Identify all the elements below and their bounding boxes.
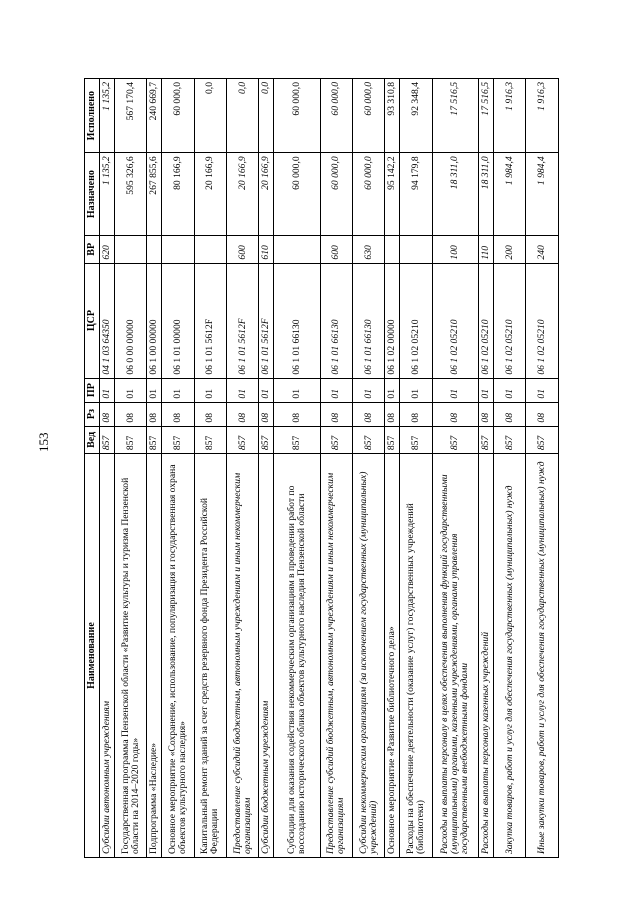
table-row bbox=[353, 79, 385, 858]
cell-assigned: 20 166,9 bbox=[259, 153, 274, 236]
cell-ved: 857 bbox=[259, 426, 274, 454]
cell-pr: 01 bbox=[400, 378, 432, 402]
cell-ved: 857 bbox=[147, 426, 162, 454]
cell-pr: 01 bbox=[194, 378, 226, 402]
cell-csr: 06 1 01 5612F bbox=[194, 263, 226, 378]
cell-executed: 17 516,5 bbox=[479, 79, 494, 153]
table-row bbox=[432, 79, 478, 858]
table-row bbox=[385, 79, 400, 858]
cell-name: Субсидии некоммерческим организациям (за исключением государственных (муниципальных) учреждений) bbox=[353, 454, 385, 858]
cell-name: Расходы на обеспечение деятельности (оказание услуг) государственных учреждений (библиотеки) bbox=[400, 454, 432, 858]
table-row bbox=[400, 79, 432, 858]
cell-name: Капитальный ремонт зданий за счет средств резервного фонда Президента Российской Федерации bbox=[194, 454, 226, 858]
cell-ved: 857 bbox=[432, 426, 478, 454]
cell-pr: 01 bbox=[100, 378, 115, 402]
table-row bbox=[100, 79, 115, 858]
cell-vr bbox=[115, 236, 147, 264]
cell-executed: 60 000,0 bbox=[162, 79, 194, 153]
table-row bbox=[194, 79, 226, 858]
cell-name: Государственная программа Пензенской области «Развитие культуры и туризма Пензенской области на 2014–2020 годы» bbox=[115, 454, 147, 858]
page-number: 153 bbox=[36, 432, 51, 452]
cell-vr: 240 bbox=[526, 236, 559, 264]
cell-assigned: 60 000,0 bbox=[353, 153, 385, 236]
cell-pr: 01 bbox=[259, 378, 274, 402]
cell-csr: 06 1 01 5612F bbox=[259, 263, 274, 378]
cell-ved: 857 bbox=[494, 426, 526, 454]
cell-name: Основное мероприятие «Развитие библиотечного дела» bbox=[385, 454, 400, 858]
rotated-table-container bbox=[84, 78, 559, 858]
cell-csr: 06 1 00 00000 bbox=[147, 263, 162, 378]
cell-assigned: 595 326,6 bbox=[115, 153, 147, 236]
table-header-row bbox=[85, 79, 100, 858]
cell-assigned: 18 311,0 bbox=[479, 153, 494, 236]
cell-pr: 01 bbox=[147, 378, 162, 402]
cell-executed: 92 348,4 bbox=[400, 79, 432, 153]
cell-ved: 857 bbox=[526, 426, 559, 454]
header-pr: ПР bbox=[85, 378, 100, 402]
cell-csr: 06 1 02 05210 bbox=[494, 263, 526, 378]
cell-rz: 08 bbox=[147, 402, 162, 426]
cell-csr: 06 1 01 66130 bbox=[353, 263, 385, 378]
cell-rz: 08 bbox=[162, 402, 194, 426]
cell-executed: 0,0 bbox=[227, 79, 259, 153]
cell-name: Основное мероприятие «Сохранение, использование, популяризация и государственная охрана объектов культурного наследия» bbox=[162, 454, 194, 858]
cell-name: Субсидии автономным учреждениям bbox=[100, 454, 115, 858]
cell-rz: 08 bbox=[100, 402, 115, 426]
cell-csr: 06 1 01 66130 bbox=[320, 263, 352, 378]
cell-rz: 08 bbox=[227, 402, 259, 426]
cell-ved: 857 bbox=[162, 426, 194, 454]
cell-name: Иные закупки товаров, работ и услуг для обеспечения государственных (муниципальных) нужд bbox=[526, 454, 559, 858]
cell-rz: 08 bbox=[194, 402, 226, 426]
cell-pr: 01 bbox=[479, 378, 494, 402]
cell-vr: 200 bbox=[494, 236, 526, 264]
cell-executed: 0,0 bbox=[194, 79, 226, 153]
cell-rz: 08 bbox=[353, 402, 385, 426]
cell-assigned: 1 984,4 bbox=[494, 153, 526, 236]
header-assigned: Назначено bbox=[85, 153, 100, 236]
cell-ved: 857 bbox=[227, 426, 259, 454]
cell-ved: 857 bbox=[320, 426, 352, 454]
table-row bbox=[162, 79, 194, 858]
cell-assigned: 20 166,9 bbox=[227, 153, 259, 236]
cell-rz: 08 bbox=[274, 402, 320, 426]
cell-rz: 08 bbox=[400, 402, 432, 426]
cell-csr: 06 1 01 5612F bbox=[227, 263, 259, 378]
cell-vr: 600 bbox=[227, 236, 259, 264]
table-row bbox=[147, 79, 162, 858]
cell-csr: 06 1 02 00000 bbox=[385, 263, 400, 378]
budget-table bbox=[84, 78, 559, 858]
cell-vr bbox=[400, 236, 432, 264]
cell-pr: 01 bbox=[526, 378, 559, 402]
cell-executed: 60 000,0 bbox=[274, 79, 320, 153]
cell-pr: 01 bbox=[115, 378, 147, 402]
header-vr: ВР bbox=[85, 236, 100, 264]
cell-vr bbox=[147, 236, 162, 264]
table-row bbox=[320, 79, 352, 858]
cell-assigned: 60 000,0 bbox=[320, 153, 352, 236]
table-row bbox=[227, 79, 259, 858]
cell-pr: 01 bbox=[320, 378, 352, 402]
header-ved: Вед bbox=[85, 426, 100, 454]
cell-assigned: 1 135,2 bbox=[100, 153, 115, 236]
cell-vr bbox=[162, 236, 194, 264]
cell-vr: 600 bbox=[320, 236, 352, 264]
cell-pr: 01 bbox=[385, 378, 400, 402]
table-row bbox=[274, 79, 320, 858]
cell-executed: 60 000,0 bbox=[320, 79, 352, 153]
cell-executed: 567 170,4 bbox=[115, 79, 147, 153]
cell-csr: 06 1 02 05210 bbox=[400, 263, 432, 378]
cell-ved: 857 bbox=[274, 426, 320, 454]
cell-rz: 08 bbox=[320, 402, 352, 426]
cell-executed: 60 000,0 bbox=[353, 79, 385, 153]
cell-csr: 04 1 03 64350 bbox=[100, 263, 115, 378]
cell-csr: 06 1 02 05210 bbox=[432, 263, 478, 378]
cell-vr: 100 bbox=[432, 236, 478, 264]
cell-name: Расходы на выплаты персоналу в целях обеспечения выполнения функций государственными (муниципальными) органами, казенными учреждениями, органами управления государственными внебюджетными фондами bbox=[432, 454, 478, 858]
cell-rz: 08 bbox=[385, 402, 400, 426]
cell-pr: 01 bbox=[227, 378, 259, 402]
cell-pr: 01 bbox=[432, 378, 478, 402]
cell-csr: 06 1 02 05210 bbox=[479, 263, 494, 378]
header-rz: Рз bbox=[85, 402, 100, 426]
cell-ved: 857 bbox=[115, 426, 147, 454]
table-row bbox=[259, 79, 274, 858]
table-row bbox=[526, 79, 559, 858]
cell-executed: 17 516,5 bbox=[432, 79, 478, 153]
cell-vr: 620 bbox=[100, 236, 115, 264]
cell-assigned: 18 311,0 bbox=[432, 153, 478, 236]
cell-rz: 08 bbox=[494, 402, 526, 426]
cell-rz: 08 bbox=[526, 402, 559, 426]
cell-pr: 01 bbox=[274, 378, 320, 402]
cell-rz: 08 bbox=[479, 402, 494, 426]
cell-executed: 93 310,8 bbox=[385, 79, 400, 153]
cell-vr bbox=[385, 236, 400, 264]
cell-ved: 857 bbox=[479, 426, 494, 454]
cell-rz: 08 bbox=[259, 402, 274, 426]
table-row bbox=[494, 79, 526, 858]
cell-rz: 08 bbox=[432, 402, 478, 426]
cell-vr bbox=[194, 236, 226, 264]
cell-rz: 08 bbox=[115, 402, 147, 426]
cell-name: Субсидии бюджетным учреждениям bbox=[259, 454, 274, 858]
cell-executed: 1 916,3 bbox=[526, 79, 559, 153]
cell-vr bbox=[274, 236, 320, 264]
cell-executed: 240 669,7 bbox=[147, 79, 162, 153]
cell-vr: 630 bbox=[353, 236, 385, 264]
cell-assigned: 80 166,9 bbox=[162, 153, 194, 236]
cell-csr: 06 1 01 66130 bbox=[274, 263, 320, 378]
header-executed: Исполнено bbox=[85, 79, 100, 153]
cell-ved: 857 bbox=[194, 426, 226, 454]
cell-vr: 110 bbox=[479, 236, 494, 264]
cell-assigned: 95 142,2 bbox=[385, 153, 400, 236]
cell-assigned: 94 179,8 bbox=[400, 153, 432, 236]
cell-assigned: 60 000,0 bbox=[274, 153, 320, 236]
cell-executed: 1 135,2 bbox=[100, 79, 115, 153]
table-row bbox=[479, 79, 494, 858]
cell-pr: 01 bbox=[494, 378, 526, 402]
cell-name: Предоставление субсидий бюджетным, автономным учреждениям и иным некоммерческим организациям bbox=[320, 454, 352, 858]
cell-name: Предоставление субсидий бюджетным, автономным учреждениям и иным некоммерческим организациям bbox=[227, 454, 259, 858]
header-name: Наименование bbox=[85, 454, 100, 858]
header-csr: ЦСР bbox=[85, 263, 100, 378]
cell-name: Субсидии для оказания содействия некоммерческим организациям в проведении работ по воссозданию исторического облика объектов культурного наследия Пензенской области bbox=[274, 454, 320, 858]
cell-assigned: 267 855,6 bbox=[147, 153, 162, 236]
cell-vr: 610 bbox=[259, 236, 274, 264]
cell-assigned: 1 984,4 bbox=[526, 153, 559, 236]
cell-csr: 06 0 00 00000 bbox=[115, 263, 147, 378]
cell-csr: 06 1 01 00000 bbox=[162, 263, 194, 378]
cell-ved: 857 bbox=[385, 426, 400, 454]
cell-name: Расходы на выплаты персоналу казенных учреждений bbox=[479, 454, 494, 858]
cell-ved: 857 bbox=[353, 426, 385, 454]
cell-assigned: 20 166,9 bbox=[194, 153, 226, 236]
cell-ved: 857 bbox=[400, 426, 432, 454]
cell-csr: 06 1 02 05210 bbox=[526, 263, 559, 378]
table-row bbox=[115, 79, 147, 858]
cell-executed: 1 916,3 bbox=[494, 79, 526, 153]
cell-ved: 857 bbox=[100, 426, 115, 454]
cell-name: Подпрограмма «Наследие» bbox=[147, 454, 162, 858]
cell-pr: 01 bbox=[162, 378, 194, 402]
cell-executed: 0,0 bbox=[259, 79, 274, 153]
cell-name: Закупка товаров, работ и услуг для обеспечения государственных (муниципальных) нужд bbox=[494, 454, 526, 858]
cell-pr: 01 bbox=[353, 378, 385, 402]
